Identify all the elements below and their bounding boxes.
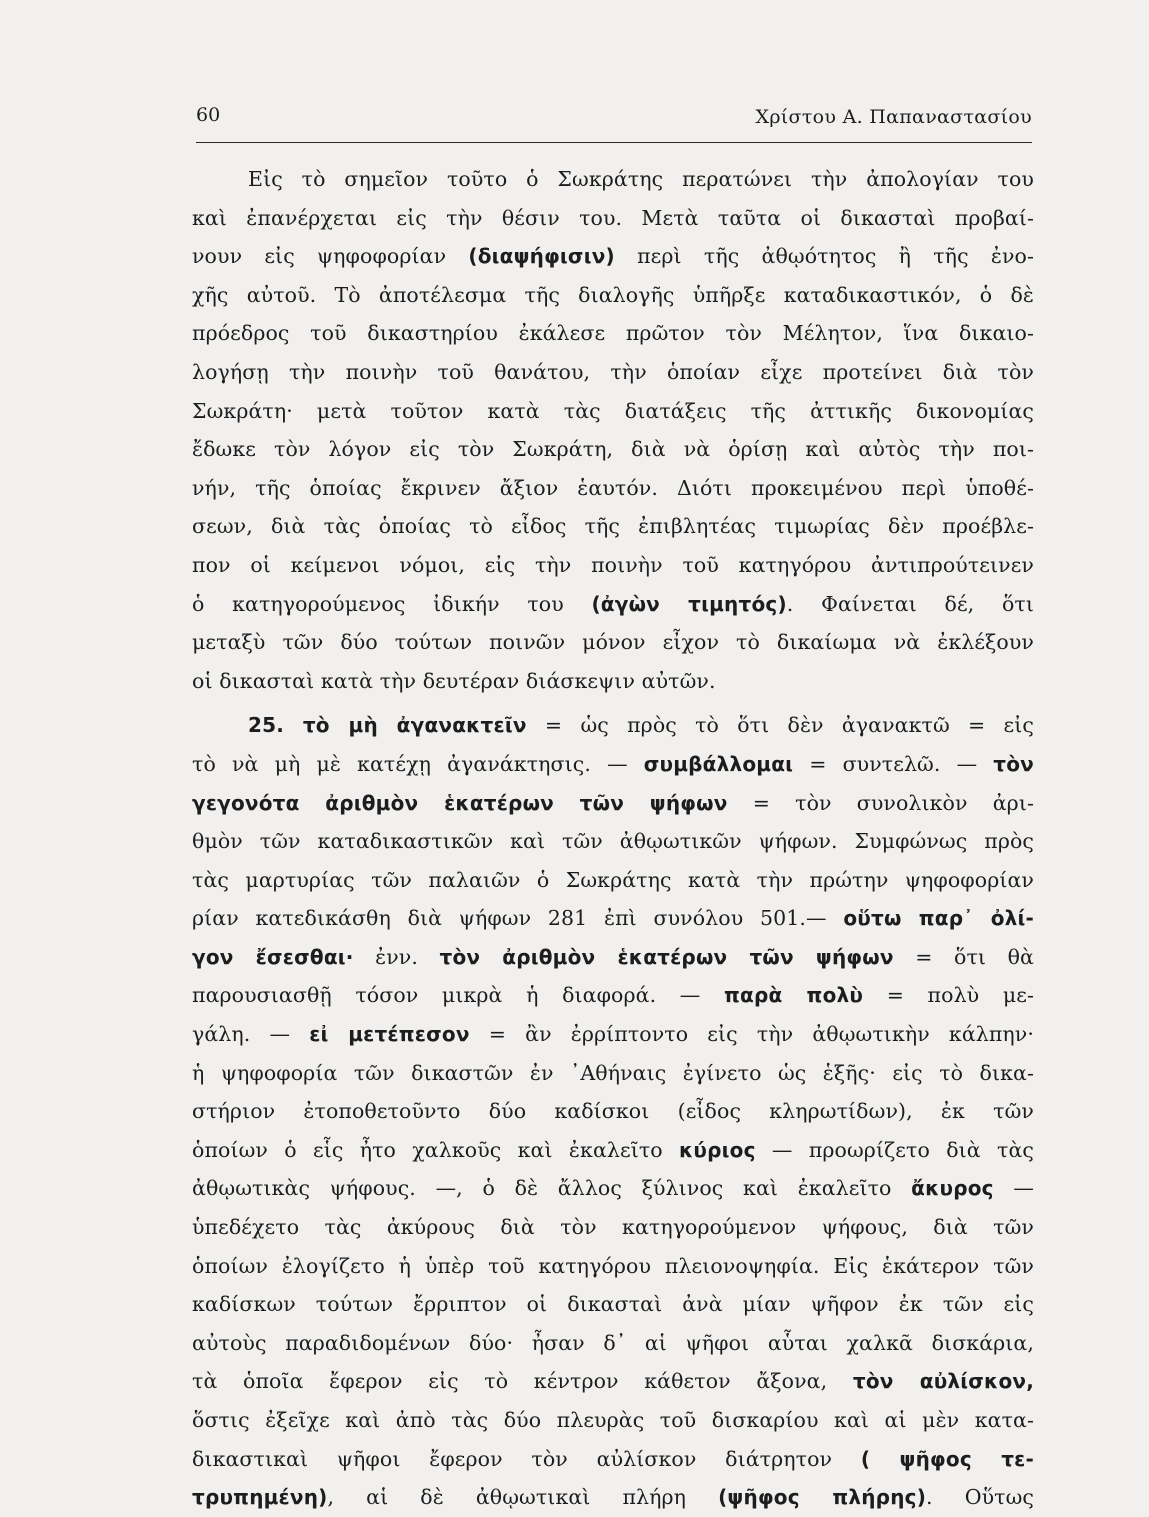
text-segment: Εἰς τὸ σημεῖον τοῦτο ὁ Σωκράτης περατώνει τὴν ἀπολογίαν του [248,167,1034,191]
bold-term: συμβάλλομαι [643,751,794,776]
text-segment: ὅστις ἐξεῖχε καὶ ἀπὸ τὰς δύο πλευρὰς τοῦ δισκαρίου καὶ αἱ μὲν κατα- [192,1408,1034,1432]
bold-term: εἰ μετέπεσον [309,1022,470,1047]
text-line [192,1324,1034,1363]
text-segment: = ἂν ἐρρίπτοντο εἰς τὴν ἀθῳωτικὴν κάλπην· [469,1022,1034,1047]
text-line [192,237,1034,276]
text-line [192,199,1034,238]
bold-term: 25. τὸ μὴ ἀγανακτεῖν [248,713,527,738]
bold-term: κύριος [679,1137,756,1162]
text-line [192,1247,1034,1286]
bold-term: τρυπημένη) [192,1485,328,1510]
text-segment: θμὸν τῶν καταδικαστικῶν καὶ τῶν ἀθῳωτικῶν ψήφων. Συμφώνως πρὸς [192,829,1034,854]
text-line [192,745,1034,784]
text-line [192,1401,1034,1440]
text-line [192,1362,1034,1401]
text-segment: = τὸν συνολικὸν ἀρι- [727,790,1034,815]
text-segment: τὰς μαρτυρίας τῶν παλαιῶν ὁ Σωκράτης κατὰ τὴν πρώτην ψηφοφορίαν [192,867,1034,892]
text-segment: ρίαν κατεδικάσθη διὰ ψήφων 281 ἐπὶ συνόλου 501.— [192,906,844,931]
text-segment: σεων, διὰ τὰς ὁποίας τὸ εἶδος τῆς ἐπιβλητέας τιμωρίας δὲν προέβλε- [192,514,1034,539]
text-segment: στήριον ἐτοποθετοῦντο δύο καδίσκοι (εἶδος κληρωτίδων), ἐκ τῶν [192,1099,1034,1124]
text-line [192,392,1034,431]
text-segment: καδίσκων τούτων ἔρριπτον οἱ δικασταὶ ἀνὰ μίαν ψῆφον ἐκ τῶν εἰς [192,1292,1034,1317]
text-segment: . Οὕτως [926,1485,1035,1510]
text-segment: ἔδωκε τὸν λόγον εἰς τὸν Σωκράτη, διὰ νὰ ὁρίσῃ καὶ αὐτὸς τὴν ποι- [192,437,1034,462]
page-number: 60 [196,104,221,126]
bold-term: οὕτω παρ᾽ ὀλί- [843,906,1034,931]
text-line [192,546,1034,585]
text-line [192,1285,1034,1324]
text-segment: τὸ νὰ μὴ μὲ κατέχῃ ἀγανάκτησις. — [192,751,644,776]
text-line [192,430,1034,469]
text-line [192,706,1034,745]
text-segment: ἡ ψηφοφορία τῶν δικαστῶν ἐν ᾿Αθήναις ἐγίνετο ὡς ἑξῆς· εἰς τὸ δικα- [192,1060,1034,1085]
text-segment: = ὅτι θὰ [893,944,1034,969]
text-segment: μεταξὺ τῶν δύο τούτων ποινῶν μόνον εἶχον τὸ δικαίωμα νὰ ἐκλέξουν [192,630,1034,655]
text-segment: ὁ κατηγορούμενος ἰδικήν του [192,591,592,616]
text-segment: ἐνν. [353,944,440,969]
bold-term: (ἀγὼν τιμητός) [591,591,787,616]
text-segment: ὁποίων ἐλογίζετο ἡ ὑπὲρ τοῦ κατηγόρου πλειονοψηφία. Εἰς ἑκάτερον τῶν [192,1253,1034,1278]
text-segment: αὐτοὺς παραδιδομένων δύο· ἦσαν δ᾽ αἱ ψῆφοι αὗται χαλκᾶ δισκάρια, [192,1330,1034,1355]
text-segment: = ὡς πρὸς τὸ ὅτι δὲν ἀγανακτῶ = εἰς [526,713,1034,738]
text-line [192,861,1034,900]
text-line [192,938,1034,977]
text-segment: περὶ τῆς ἀθῳότητος ἢ τῆς ἐνο- [614,244,1034,269]
text-segment: . Φαίνεται δέ, ὅτι [786,591,1034,616]
text-segment: χῆς αὐτοῦ. Τὸ ἀποτέλεσμα τῆς διαλογῆς ὑπῆρξε καταδικαστικόν, ὁ δὲ [192,282,1034,307]
text-segment: = συντελῶ. — [793,751,994,776]
text-line [192,1440,1034,1479]
text-segment: δικαστικαὶ ψῆφοι ἔφερον τὸν αὐλίσκον διάτρητον [192,1446,861,1471]
text-line [192,1092,1034,1131]
text-line [192,1131,1034,1170]
text-line [192,976,1034,1015]
text-line [192,314,1034,353]
page-header [196,98,1032,143]
text-line [192,899,1034,938]
text-segment: — προωρίζετο διὰ τὰς [755,1137,1034,1162]
text-line [192,662,1034,701]
text-line [192,1015,1034,1054]
text-segment: νουν εἰς ψηφοφορίαν [192,244,469,269]
text-line [192,623,1034,662]
text-line [192,353,1034,392]
text-segment: νήν, τῆς ὁποίας ἔκρινεν ἄξιον ἑαυτόν. Διότι προκειμένου περὶ ὑποθέ- [192,475,1034,500]
text-line [192,784,1034,823]
text-segment: τὰ ὁποῖα ἔφερον εἰς τὸ κέντρον κάθετον ἄξονα, [192,1369,853,1394]
bold-term: γεγονότα ἀριθμὸν ἑκατέρων τῶν ψήφων [192,790,728,815]
text-segment: λογήσῃ τὴν ποινὴν τοῦ θανάτου, τὴν ὁποίαν εἶχε προτείνει διὰ τὸν [192,359,1034,384]
bold-term: ( ψῆφος τε- [860,1446,1034,1471]
text-segment: παρουσιασθῇ τόσον μικρὰ ἡ διαφορά. — [192,983,724,1008]
text-segment: ὁποίων ὁ εἷς ἦτο χαλκοῦς καὶ ἐκαλεῖτο [192,1137,680,1162]
text-line [192,1208,1034,1247]
text-segment: οἱ δικασταὶ κατὰ τὴν δευτέραν διάσκεψιν αὐτῶν. [192,668,716,693]
text-segment: ὑπεδέχετο τὰς ἀκύρους διὰ τὸν κατηγορούμενον ψήφους, διὰ τῶν [192,1215,1034,1240]
text-segment: καὶ ἐπανέρχεται εἰς τὴν θέσιν του. Μετὰ ταῦτα οἱ δικασταὶ προβαί- [192,205,1034,230]
text-segment: , αἱ δὲ ἀθῳωτικαὶ πλήρη [327,1485,719,1510]
text-line [192,276,1034,315]
running-head: Χρίστου Α. Παπαναστασίου [755,106,1032,128]
text-segment: ἀθῳωτικὰς ψήφους. —, ὁ δὲ ἄλλος ξύλινος καὶ ἐκαλεῖτο [192,1176,912,1201]
bold-term: ἄκυρος [911,1176,994,1201]
text-line [192,822,1034,861]
bold-term: παρὰ πολὺ [724,983,864,1008]
text-line [192,1169,1034,1208]
text-segment: — [993,1176,1035,1201]
bold-term: γον ἔσεσθαι· [192,944,354,969]
bold-term: τὸν αὐλίσκον, [852,1369,1035,1394]
text-line [192,160,1034,199]
text-segment: Σωκράτη· μετὰ τοῦτον κατὰ τὰς διατάξεις τῆς ἀττικῆς δικονομίας [192,398,1034,423]
text-line [192,585,1034,624]
body-text [192,160,1034,1517]
text-line [192,1478,1034,1517]
text-segment: πον οἱ κείμενοι νόμοι, εἰς τὴν ποινὴν τοῦ κατηγόρου ἀντιπρούτεινεν [192,552,1034,577]
text-line [192,1054,1034,1093]
text-segment: = πολὺ με- [863,983,1034,1008]
bold-term: τὸν ἀριθμὸν ἑκατέρων τῶν ψήφων [439,944,894,969]
text-line [192,507,1034,546]
bold-term: (ψῆφος πλήρης) [718,1485,927,1510]
text-line [192,469,1034,508]
text-segment: πρόεδρος τοῦ δικαστηρίου ἐκάλεσε πρῶτον τὸν Μέλητον, ἵνα δικαιο- [192,321,1034,346]
bold-term: τὸν [993,751,1034,776]
bold-term: (διαψήφισιν) [468,244,615,269]
text-segment: γάλη. — [192,1022,310,1047]
